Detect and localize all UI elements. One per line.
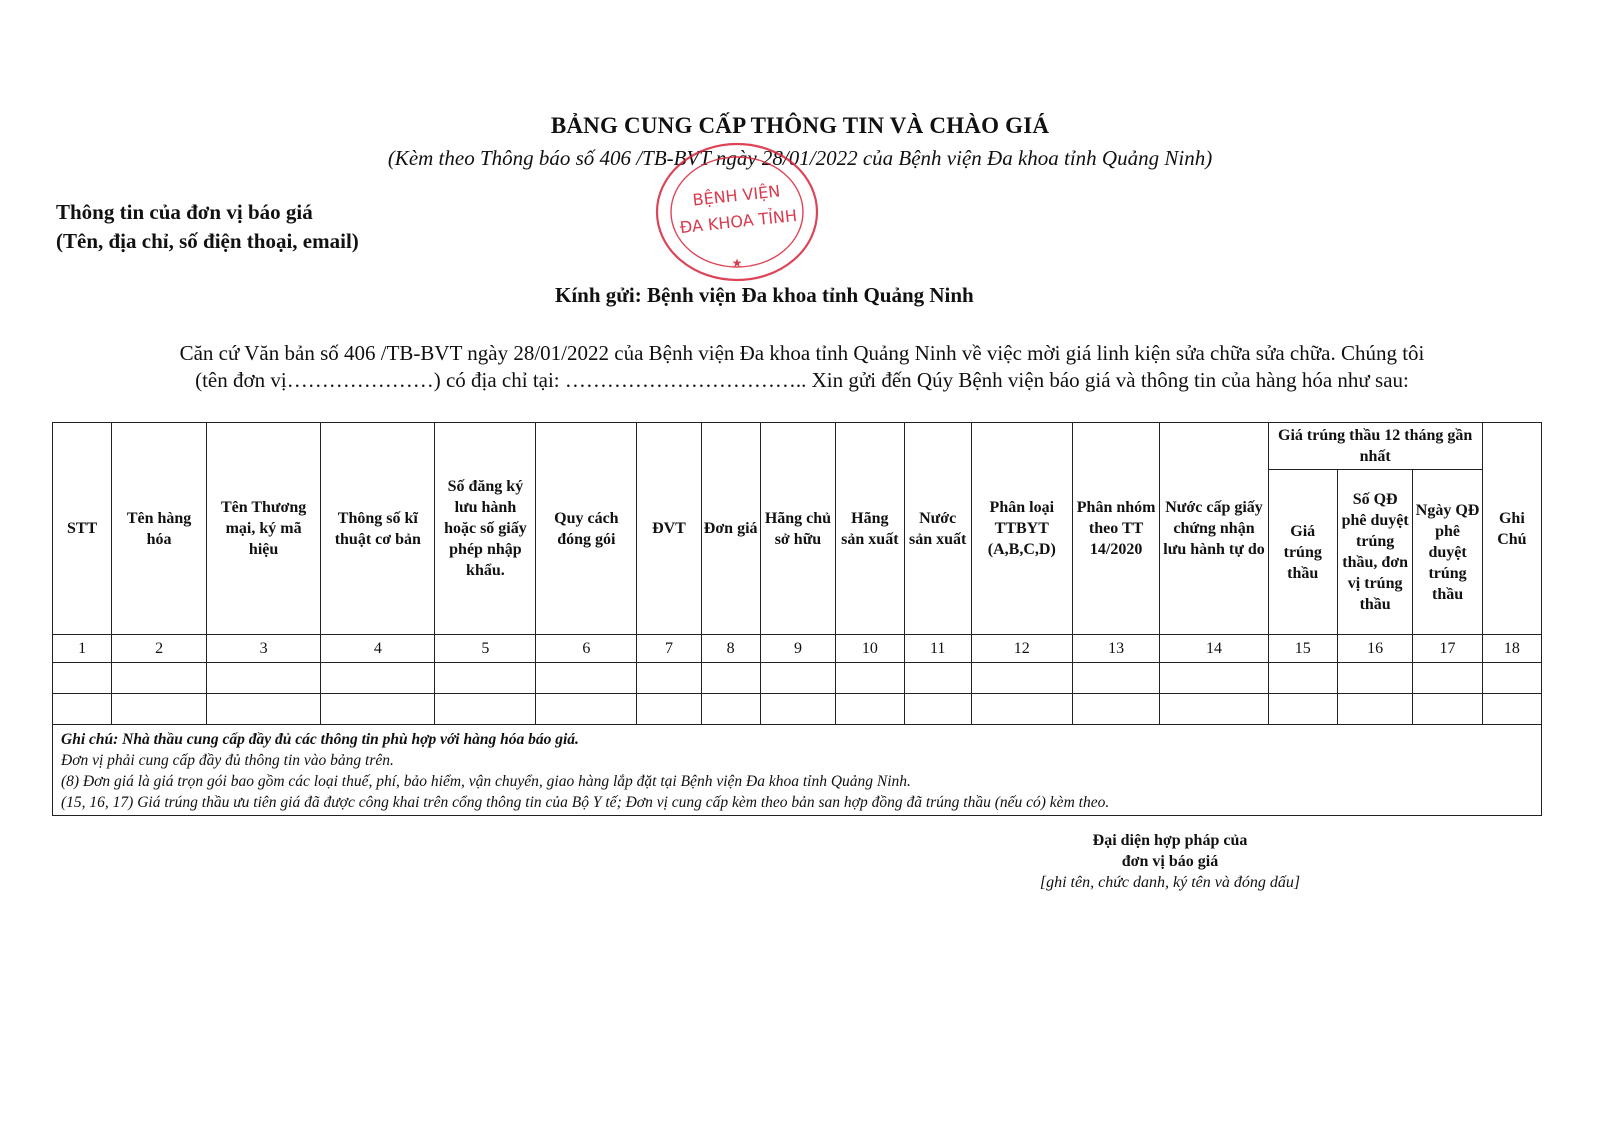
sender-info-line2: (Tên, địa chỉ, số điện thoại, email) — [56, 229, 359, 253]
column-number: 14 — [1160, 635, 1268, 663]
header-so-qd: Số QĐ phê duyệt trúng thầu, đơn vị trúng thầu — [1337, 470, 1412, 635]
table-cell[interactable] — [1482, 663, 1541, 694]
table-cell[interactable] — [1413, 694, 1482, 725]
table-cell[interactable] — [435, 663, 536, 694]
table-cell[interactable] — [112, 663, 207, 694]
table-cell[interactable] — [971, 694, 1072, 725]
header-gia-trung-thau: Giá trúng thầu — [1268, 470, 1337, 635]
table-cell[interactable] — [536, 694, 637, 725]
header-so-dang-ky: Số đăng ký lưu hành hoặc số giấy phép nhập khẩu. — [435, 423, 536, 635]
table-cell[interactable] — [1268, 694, 1337, 725]
table-row — [53, 694, 1542, 725]
header-stt: STT — [53, 423, 112, 635]
header-nuoc-san-xuat: Nước sản xuất — [904, 423, 971, 635]
stamp-star-icon: ★ — [731, 256, 743, 270]
signature-line2: đơn vị báo giá — [1121, 853, 1219, 870]
header-row-1 — [53, 423, 1542, 470]
table-cell[interactable] — [321, 663, 435, 694]
document-title: BẢNG CUNG CẤP THÔNG TIN VÀ CHÀO GIÁ — [550, 113, 1050, 138]
table-cell[interactable] — [206, 663, 320, 694]
table-cell[interactable] — [760, 694, 835, 725]
table-cell[interactable] — [836, 694, 904, 725]
table-cell[interactable] — [637, 663, 701, 694]
column-number: 1 — [53, 635, 112, 663]
column-number: 5 — [435, 635, 536, 663]
table-cell[interactable] — [701, 663, 760, 694]
intro-line1: Căn cứ Văn bản số 406 /TB-BVT ngày 28/01/2022 của Bệnh viện Đa khoa tỉnh Quảng Ninh về việc mời giá linh kiện sửa chữa sửa chữa. Chúng tôi — [179, 341, 1425, 365]
column-number: 4 — [321, 635, 435, 663]
table-cell[interactable] — [760, 663, 835, 694]
column-number: 12 — [971, 635, 1072, 663]
document-subtitle: (Kèm theo Thông báo số 406 /TB-BVT ngày 28/01/2022 của Bệnh viện Đa khoa tỉnh Quảng Ninh) — [387, 146, 1213, 170]
column-number: 10 — [836, 635, 904, 663]
column-number: 8 — [701, 635, 760, 663]
column-number: 16 — [1337, 635, 1412, 663]
table-cell[interactable] — [1072, 694, 1160, 725]
column-number: 11 — [904, 635, 971, 663]
header-hang-chu-so-huu: Hãng chủ sở hữu — [760, 423, 835, 635]
column-number: 6 — [536, 635, 637, 663]
table-cell[interactable] — [701, 694, 760, 725]
header-nuoc-cap-giay: Nước cấp giấy chứng nhận lưu hành tự do — [1160, 423, 1268, 635]
table-cell[interactable] — [536, 663, 637, 694]
header-ten-thuong-mai: Tên Thương mại, ký mã hiệu — [206, 423, 320, 635]
table-cell[interactable] — [112, 694, 207, 725]
column-number: 3 — [206, 635, 320, 663]
intro-line2: (tên đơn vị…………………) có địa chỉ tại: …………………………….. Xin gửi đến Qúy Bệnh viện báo giá và thông tin của hàng hóa như sau: — [195, 368, 1409, 392]
table-cell[interactable] — [971, 663, 1072, 694]
table-cell[interactable] — [1160, 663, 1268, 694]
signature-line3: [ghi tên, chức danh, ký tên và đóng dấu] — [1039, 874, 1301, 891]
table-cell[interactable] — [1337, 663, 1412, 694]
stamp-seal-icon — [651, 139, 823, 285]
column-number: 7 — [637, 635, 701, 663]
table-cell[interactable] — [53, 694, 112, 725]
column-number: 15 — [1268, 635, 1337, 663]
table-cell[interactable] — [1268, 663, 1337, 694]
header-phan-loai: Phân loại TTBYT (A,B,C,D) — [971, 423, 1072, 635]
header-phan-nhom: Phân nhóm theo TT 14/2020 — [1072, 423, 1160, 635]
signature-line1: Đại diện hợp pháp của — [1092, 832, 1248, 849]
column-number: 13 — [1072, 635, 1160, 663]
table-cell[interactable] — [321, 694, 435, 725]
intro-paragraph — [62, 340, 1542, 394]
header-don-gia: Đơn giá — [701, 423, 760, 635]
note-line2: Đơn vị phải cung cấp đầy đủ thông tin vào bảng trên. — [61, 752, 394, 769]
header-group-gia-trung-thau: Giá trúng thầu 12 tháng gần nhất — [1268, 423, 1482, 470]
table-row — [53, 663, 1542, 694]
table-cell[interactable] — [206, 694, 320, 725]
table-cell[interactable] — [1413, 663, 1482, 694]
header-quy-cach: Quy cách đóng gói — [536, 423, 637, 635]
table-cell[interactable] — [637, 694, 701, 725]
table-cell[interactable] — [1482, 694, 1541, 725]
header-hang-san-xuat: Hãng sản xuất — [836, 423, 904, 635]
table-cell[interactable] — [1072, 663, 1160, 694]
table-cell[interactable] — [1160, 694, 1268, 725]
table-cell[interactable] — [904, 694, 971, 725]
table-cell[interactable] — [1337, 694, 1412, 725]
column-number: 18 — [1482, 635, 1541, 663]
table-cell[interactable] — [53, 663, 112, 694]
header-ngay-qd: Ngày QĐ phê duyệt trúng thầu — [1413, 470, 1482, 635]
table-cell[interactable] — [836, 663, 904, 694]
table-cell[interactable] — [904, 663, 971, 694]
column-number: 17 — [1413, 635, 1482, 663]
notes-cell — [53, 725, 1542, 816]
stamp-text-line1: BỆNH VIỆN — [691, 181, 782, 210]
header-ghi-chu: Ghi Chú — [1482, 423, 1541, 635]
note-line3: (8) Đơn giá là giá trọn gói bao gồm các loại thuế, phí, bảo hiểm, vận chuyển, giao hàng lắp đặt tại Bệnh viện Đa khoa tỉnh Quảng Ninh. — [61, 773, 911, 790]
header-thong-so: Thông số kĩ thuật cơ bản — [321, 423, 435, 635]
column-number-row — [53, 635, 1542, 663]
column-number: 2 — [112, 635, 207, 663]
sender-info-line1: Thông tin của đơn vị báo giá — [56, 200, 313, 224]
sender-info — [56, 198, 359, 256]
signature-block — [980, 830, 1360, 893]
table-cell[interactable] — [435, 694, 536, 725]
quotation-table — [52, 422, 1542, 816]
hospital-stamp — [651, 139, 823, 285]
note-line4: (15, 16, 17) Giá trúng thầu ưu tiên giá đã được công khai trên cổng thông tin của Bộ Y tế; Đơn vị cung cấp kèm theo bản san hợp đồng đã trúng thầu (nếu có) kèm theo. — [61, 794, 1110, 811]
note-line1: Ghi chú: Nhà thầu cung cấp đầy đủ các thông tin phù hợp với hàng hóa báo giá. — [61, 731, 579, 748]
notes-row — [53, 725, 1542, 816]
header-ten-hang-hoa: Tên hàng hóa — [112, 423, 207, 635]
header-dvt: ĐVT — [637, 423, 701, 635]
column-number: 9 — [760, 635, 835, 663]
recipient-line: Kính gửi: Bệnh viện Đa khoa tỉnh Quảng Ninh — [555, 283, 974, 307]
stamp-text-line2: ĐA KHOA TỈNH — [678, 205, 798, 238]
